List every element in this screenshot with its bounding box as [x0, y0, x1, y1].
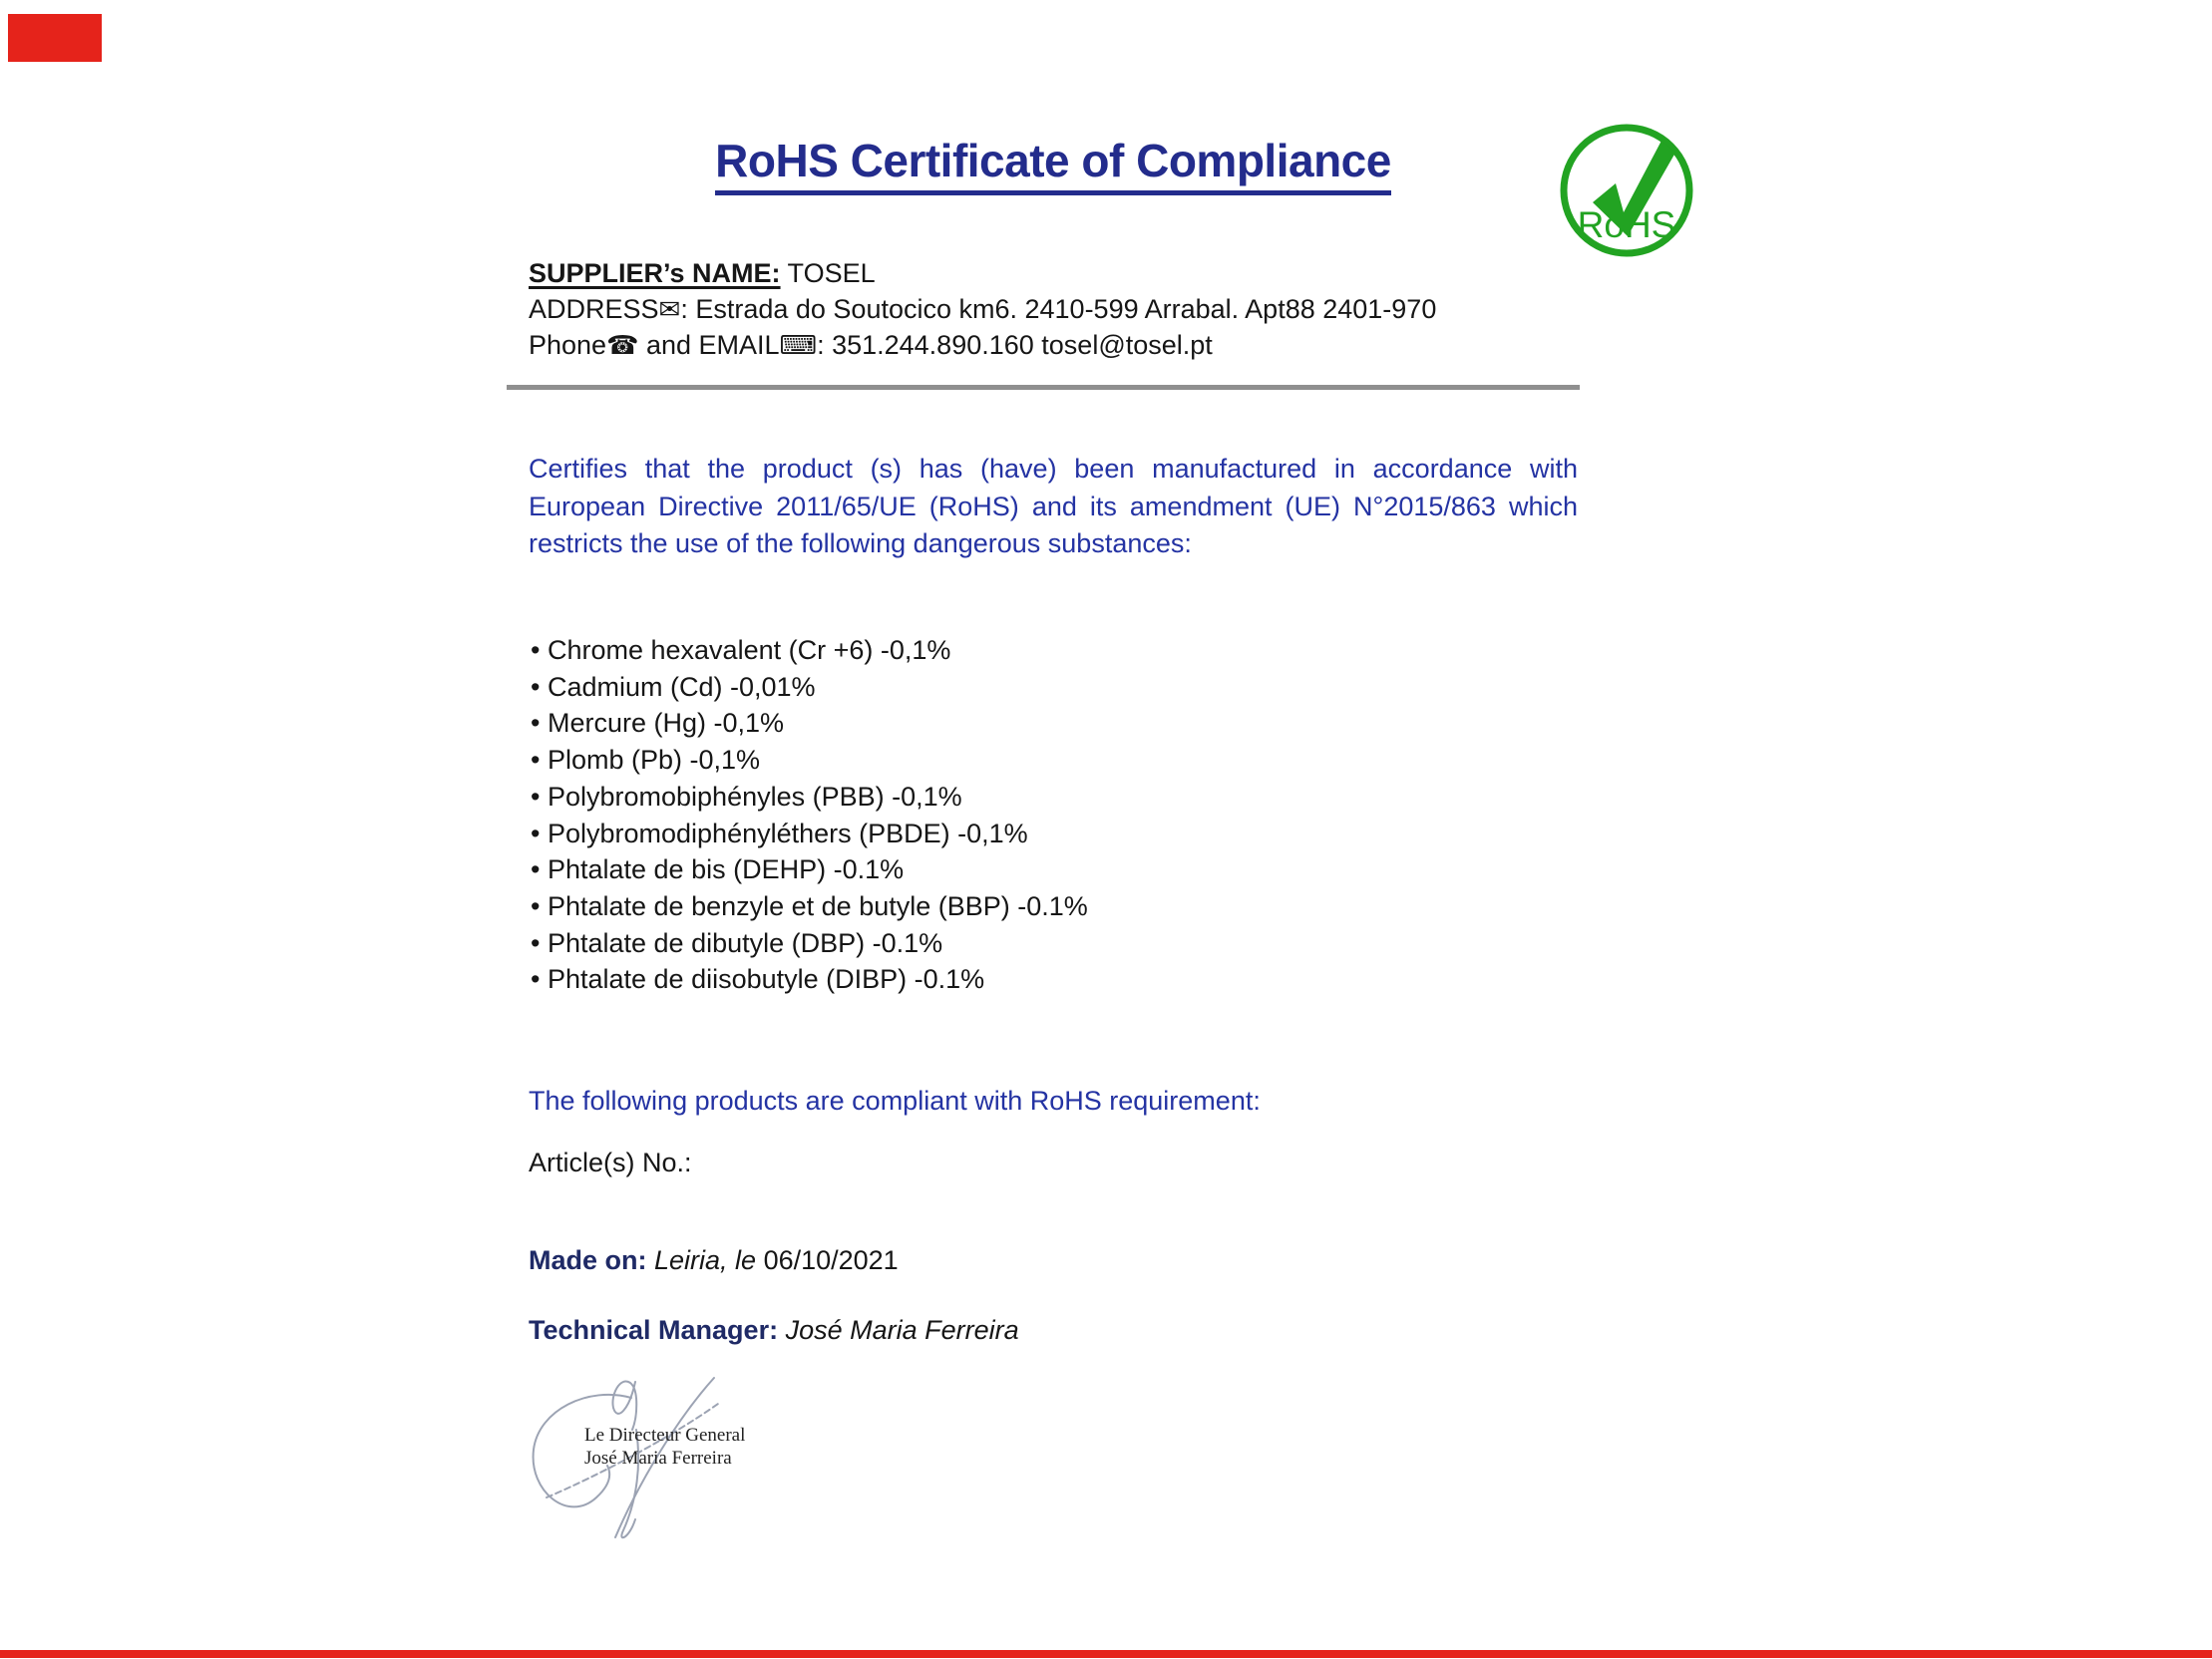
- substance-item: • Cadmium (Cd) -0,01%: [531, 669, 1528, 706]
- substance-item: • Phtalate de benzyle et de butyle (BBP) -0.1%: [531, 888, 1528, 925]
- rohs-logo-badge: [1557, 121, 1696, 260]
- computer-icon: ⌨: [779, 330, 818, 360]
- rohs-logo-label: RoHS: [1577, 204, 1676, 245]
- supplier-block: [529, 255, 1436, 363]
- made-on-label: Made on:: [529, 1245, 647, 1275]
- substance-item: • Polybromodiphényléthers (PBDE) -0,1%: [531, 816, 1528, 852]
- contact-value: : 351.244.890.160 tosel@tosel.pt: [817, 330, 1213, 360]
- made-on-date: 06/10/2021: [763, 1245, 899, 1275]
- manager-name: José Maria Ferreira: [778, 1315, 1019, 1345]
- red-scan-line-bottom: [0, 1650, 2212, 1658]
- substance-item: • Mercure (Hg) -0,1%: [531, 705, 1528, 742]
- technical-manager-row: [529, 1315, 1019, 1346]
- telephone-icon: ☎: [606, 330, 639, 360]
- supplier-name-label: SUPPLIER’s NAME:: [529, 258, 781, 288]
- articles-label: Article(s) No.:: [529, 1148, 692, 1177]
- signature-text: [584, 1424, 745, 1470]
- certification-paragraph: Certifies that the product (s) has (have) been manufactured in accordance with European Directive 2011/65/UE (RoHS) and its amendment (UE) N°2015/863 which restricts the use of the following dangerous substances:: [529, 454, 1578, 558]
- substances-list: [531, 632, 1528, 998]
- email-label: and EMAIL: [638, 330, 780, 360]
- supplier-name-row: [529, 255, 1436, 291]
- envelope-icon: ✉: [658, 294, 681, 324]
- section-divider: [507, 385, 1580, 390]
- substance-item: • Phtalate de dibutyle (DBP) -0.1%: [531, 925, 1528, 962]
- supplier-address-row: [529, 291, 1436, 327]
- red-scan-mark-top-left: [8, 14, 102, 62]
- compliance-statement: The following products are compliant with RoHS requirement:: [529, 1086, 1261, 1116]
- made-on-place: Leiria, le: [646, 1245, 764, 1275]
- made-on-row: [529, 1245, 899, 1276]
- page-title: [529, 134, 1578, 187]
- substance-item: • Phtalate de bis (DEHP) -0.1%: [531, 851, 1528, 888]
- signature-block: [519, 1368, 798, 1572]
- substance-item: • Chrome hexavalent (Cr +6) -0,1%: [531, 632, 1528, 669]
- signature-name-line: José Maria Ferreira: [584, 1448, 732, 1469]
- page-title-text: RoHS Certificate of Compliance: [715, 135, 1391, 195]
- supplier-contact-row: [529, 327, 1436, 363]
- phone-label: Phone: [529, 330, 607, 360]
- supplier-name-value: TOSEL: [780, 258, 876, 288]
- address-label: ADDRESS: [529, 294, 659, 324]
- substance-item: • Plomb (Pb) -0,1%: [531, 742, 1528, 779]
- substance-item: • Phtalate de diisobutyle (DIBP) -0.1%: [531, 961, 1528, 998]
- signature-title-line: Le Directeur General: [584, 1425, 746, 1446]
- address-value: : Estrada do Soutocico km6. 2410-599 Arrabal. Apt88 2401-970: [680, 294, 1437, 324]
- substance-item: • Polybromobiphényles (PBB) -0,1%: [531, 779, 1528, 816]
- manager-label: Technical Manager:: [529, 1315, 779, 1345]
- signature-scribble-icon: [519, 1368, 798, 1572]
